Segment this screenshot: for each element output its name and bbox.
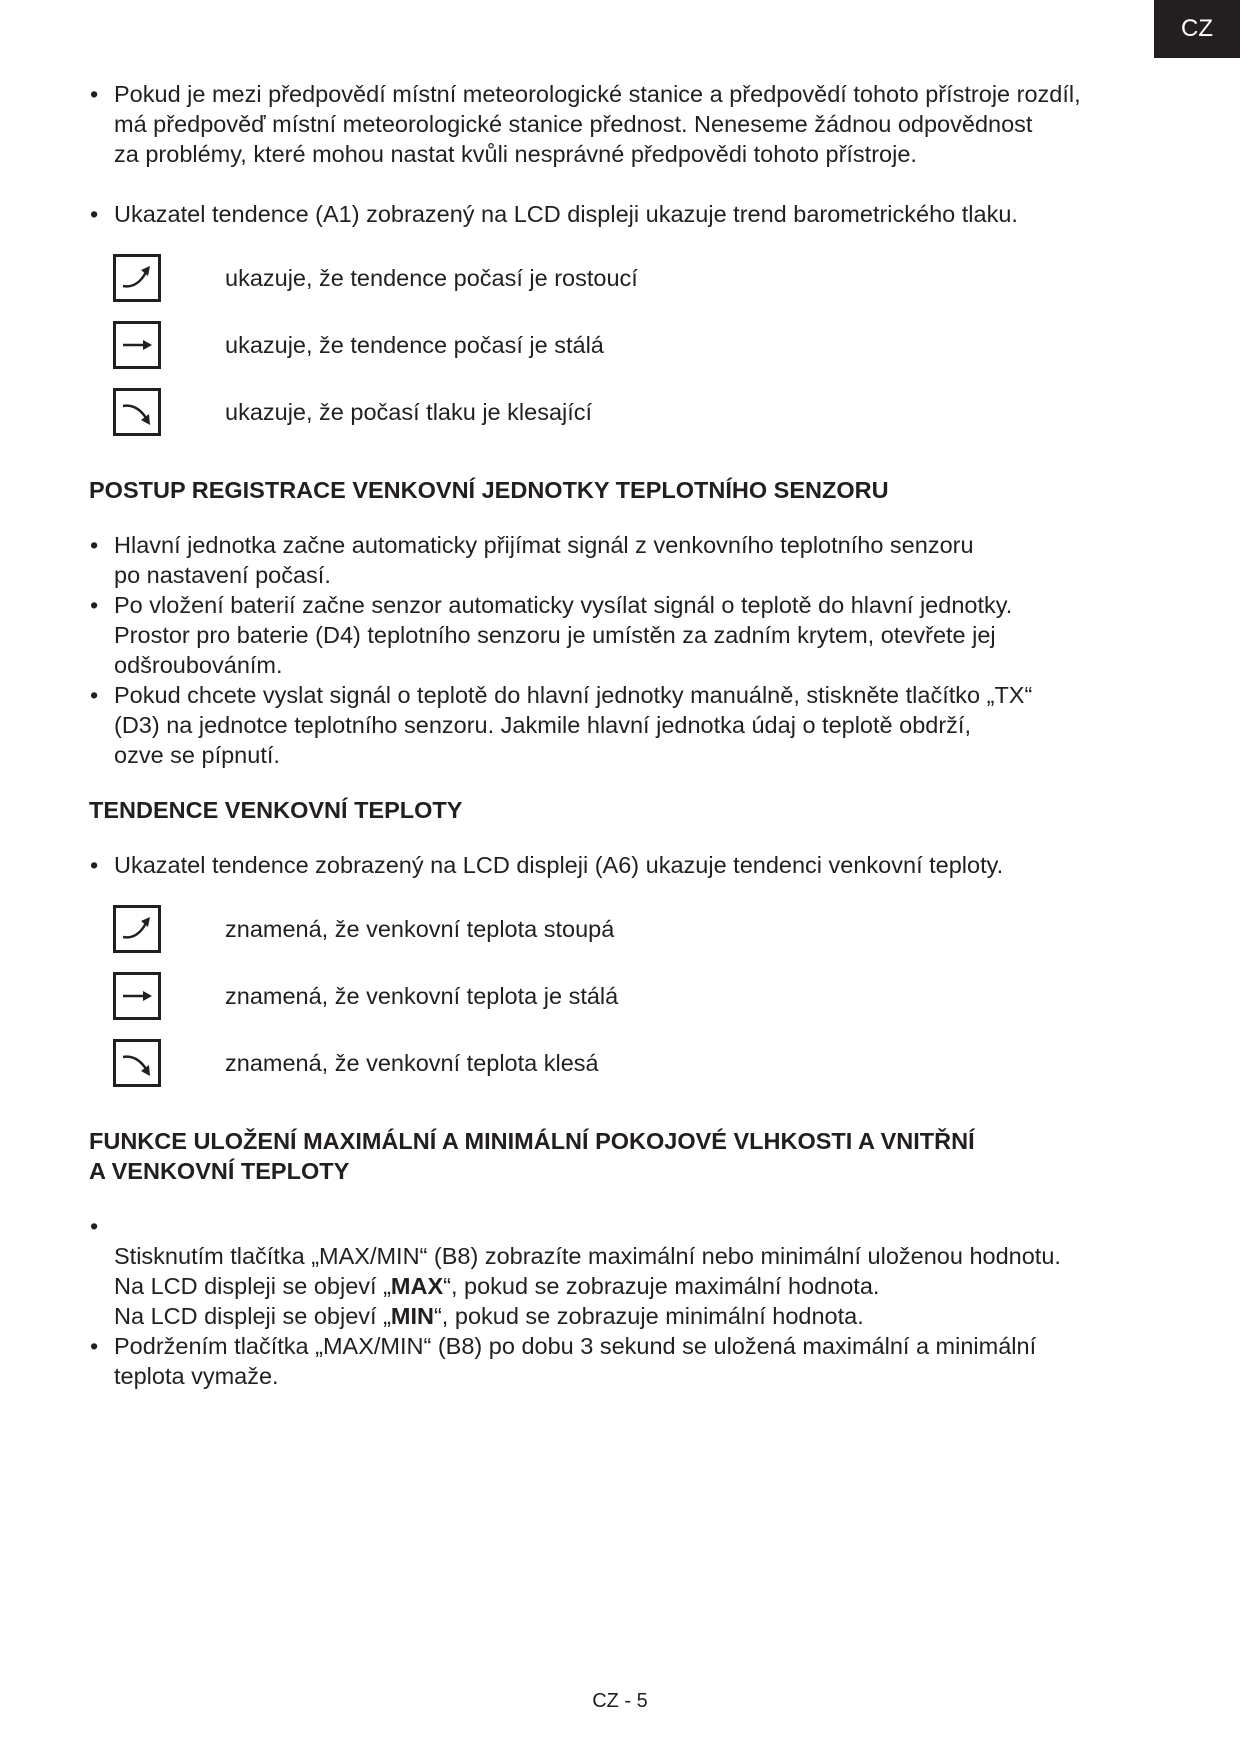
- trend-description: znamená, že venkovní teplota klesá: [225, 1049, 599, 1076]
- trend-description: znamená, že venkovní teplota stoupá: [225, 915, 615, 942]
- language-tab: CZ: [1154, 0, 1240, 58]
- trend-description: ukazuje, že tendence počasí je stálá: [225, 331, 604, 358]
- trend-row-rising: [89, 244, 1159, 311]
- list-item: • Ukazatel tendence (A1) zobrazený na LCD displeji ukazuje trend barometrického tlaku.: [89, 199, 1159, 229]
- page-content: [89, 79, 1159, 1391]
- min-label: MIN: [390, 1303, 434, 1329]
- list-item: [89, 1211, 1159, 1331]
- maxmin-line: Stisknutím tlačítka „MAX/MIN“ (B8) zobrazíte maximální nebo minimální uloženou hodnotu.: [114, 1243, 1061, 1269]
- arrow-rising-icon: [113, 254, 161, 302]
- trend-description: ukazuje, že tendence počasí je rostoucí: [225, 264, 638, 291]
- trend-row-falling: [89, 1029, 1159, 1096]
- trend-description: ukazuje, že počasí tlaku je klesající: [225, 398, 593, 425]
- list-item: • Hlavní jednotka začne automaticky přijímat signál z venkovního teplotního senzoru po nastavení počasí.: [89, 530, 1159, 590]
- max-label: MAX: [390, 1273, 444, 1299]
- registration-bullet-list: [89, 530, 1159, 770]
- pressure-trend-list: [89, 244, 1159, 445]
- trend-description: znamená, že venkovní teplota je stálá: [225, 982, 619, 1009]
- page-number: CZ - 5: [592, 1690, 648, 1712]
- trend-row-steady: [89, 311, 1159, 378]
- outdoor-trend-bullet-list: [89, 850, 1159, 880]
- intro-bullet-list: [89, 79, 1159, 229]
- list-item: • Po vložení baterií začne senzor automaticky vysílat signál o teplotě do hlavní jednotky. Prostor pro baterie (D4) teplotního senzoru je umístěn za zadním krytem, otevřete jej odšroubováním.: [89, 590, 1159, 680]
- arrow-rising-icon: [113, 905, 161, 953]
- list-item: • Pokud chcete vyslat signál o teplotě do hlavní jednotky manuálně, stiskněte tlačítko „TX“ (D3) na jednotce teplotního senzoru. Jakmile hlavní jednotka údaj o teplotě obdrží, ozve se pípnutí.: [89, 680, 1159, 770]
- list-item: • Podržením tlačítka „MAX/MIN“ (B8) po dobu 3 sekund se uložená maximální a minimální teplota vymaže.: [89, 1331, 1159, 1391]
- list-item: • Pokud je mezi předpovědí místní meteorologické stanice a předpovědí tohoto přístroje rozdíl, má předpověď místní meteorologické stanice přednost. Neneseme žádnou odpovědnost za problémy, které mohou nastat kvůli nesprávné předpovědi tohoto přístroje.: [89, 79, 1159, 169]
- arrow-steady-icon: [113, 321, 161, 369]
- trend-row-falling: [89, 378, 1159, 445]
- trend-row-rising: [89, 895, 1159, 962]
- section-heading-outdoor-trend: TENDENCE VENKOVNÍ TEPLOTY: [89, 797, 463, 823]
- trend-row-steady: [89, 962, 1159, 1029]
- section-heading-registration: POSTUP REGISTRACE VENKOVNÍ JEDNOTKY TEPLOTNÍHO SENZORU: [89, 477, 889, 503]
- maxmin-line: Na LCD displeji se objeví „MIN“, pokud se zobrazuje minimální hodnota.: [114, 1303, 864, 1329]
- arrow-falling-icon: [113, 1039, 161, 1087]
- maxmin-line: Na LCD displeji se objeví „MAX“, pokud se zobrazuje maximální hodnota.: [114, 1273, 880, 1299]
- arrow-falling-icon: [113, 388, 161, 436]
- outdoor-trend-list: [89, 895, 1159, 1096]
- section-heading-maxmin: FUNKCE ULOŽENÍ MAXIMÁLNÍ A MINIMÁLNÍ POKOJOVÉ VLHKOSTI A VNITŘNÍ A VENKOVNÍ TEPLOTY: [89, 1128, 975, 1184]
- maxmin-bullet-list: [89, 1211, 1159, 1391]
- arrow-steady-icon: [113, 972, 161, 1020]
- list-item: • Ukazatel tendence zobrazený na LCD displeji (A6) ukazuje tendenci venkovní teploty.: [89, 850, 1159, 880]
